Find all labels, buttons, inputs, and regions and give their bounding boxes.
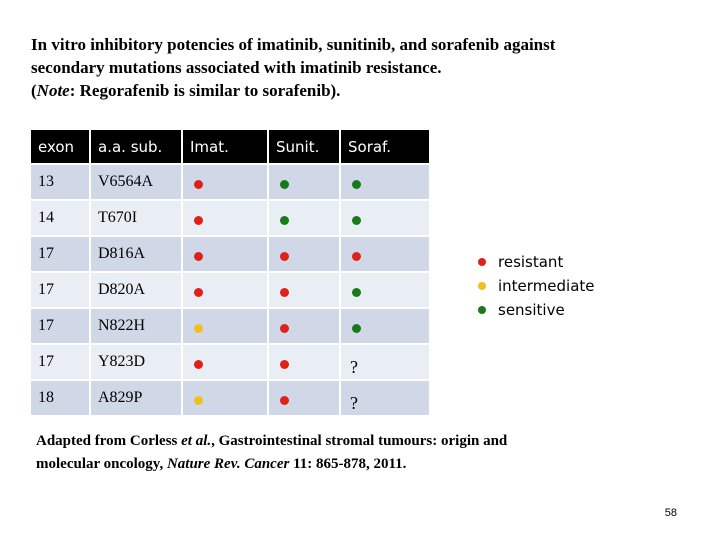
mutation-potency-table [31,130,429,415]
caption-text: 11: 865-878, 2011. [289,456,407,472]
imat-potency-cell [183,199,269,235]
legend-item-resistant [478,250,595,274]
exon-cell: 14 [31,199,91,235]
soraf-potency-cell [341,379,429,415]
header-imatinib: Imat. [183,130,269,163]
resistant-dot-icon [194,252,203,261]
caption-text: , Gastrointestinal stromal tumours: origin and [211,433,508,449]
title-paren: ( [31,81,37,100]
resistant-dot-icon [194,288,203,297]
source-caption [36,430,676,476]
sensitive-dot-icon [280,180,289,189]
resistant-dot-icon [280,288,289,297]
header-aa-sub: a.a. sub. [91,130,183,163]
table-row [31,379,429,415]
title-note-text: : Regorafenib is similar to sorafenib). [69,81,341,100]
legend [478,250,595,322]
soraf-potency-cell [341,235,429,271]
header-sorafenib: Soraf. [341,130,429,163]
legend-label: sensitive [498,301,565,319]
substitution-cell: D816A [91,235,183,271]
table-row [31,163,429,199]
sunit-potency-cell [269,271,341,307]
imat-potency-cell [183,379,269,415]
sensitive-dot-icon [352,180,361,189]
resistant-dot-icon [194,360,203,369]
table-row [31,307,429,343]
caption-journal: Nature Rev. Cancer [166,456,290,472]
exon-cell: 13 [31,163,91,199]
intermediate-dot-icon [194,396,203,405]
legend-item-sensitive [478,298,595,322]
table-row [31,343,429,379]
caption-italic: et al. [181,433,212,449]
resistant-dot-icon [280,252,289,261]
imat-potency-cell [183,343,269,379]
substitution-cell: N822H [91,307,183,343]
soraf-potency-cell [341,271,429,307]
caption-text: Adapted from Corless [36,433,182,449]
legend-dot-icon [478,306,486,314]
imat-potency-cell [183,235,269,271]
soraf-potency-cell [341,199,429,235]
legend-dot-icon [478,258,486,266]
legend-label: resistant [498,253,564,271]
resistant-dot-icon [352,252,361,261]
imat-potency-cell [183,271,269,307]
intermediate-dot-icon [194,324,203,333]
exon-cell: 17 [31,343,91,379]
unknown-mark: ? [350,392,358,413]
exon-cell: 17 [31,271,91,307]
page-number: 58 [664,507,677,519]
sensitive-dot-icon [352,288,361,297]
title-note-label: Note [36,81,70,100]
slide-title [31,33,691,102]
table-row [31,271,429,307]
legend-item-intermediate [478,274,595,298]
sunit-potency-cell [269,199,341,235]
table-header-row [31,130,429,163]
sensitive-dot-icon [280,216,289,225]
substitution-cell: A829P [91,379,183,415]
unknown-mark: ? [350,356,358,377]
table-row [31,235,429,271]
title-line-2: secondary mutations associated with imatinib resistance. [31,58,442,77]
caption-text: molecular oncology, [36,456,167,472]
substitution-cell: T670I [91,199,183,235]
sunit-potency-cell [269,343,341,379]
caption-line-2 [36,453,676,476]
sunit-potency-cell [269,163,341,199]
resistant-dot-icon [194,180,203,189]
header-sunitinib: Sunit. [269,130,341,163]
exon-cell: 18 [31,379,91,415]
sensitive-dot-icon [352,216,361,225]
soraf-potency-cell [341,307,429,343]
sunit-potency-cell [269,379,341,415]
resistant-dot-icon [280,324,289,333]
imat-potency-cell [183,307,269,343]
exon-cell: 17 [31,235,91,271]
sensitive-dot-icon [352,324,361,333]
soraf-potency-cell [341,343,429,379]
legend-dot-icon [478,282,486,290]
substitution-cell: V6564A [91,163,183,199]
header-exon: exon [31,130,91,163]
resistant-dot-icon [194,216,203,225]
substitution-cell: Y823D [91,343,183,379]
resistant-dot-icon [280,396,289,405]
sunit-potency-cell [269,307,341,343]
imat-potency-cell [183,163,269,199]
table-row [31,199,429,235]
soraf-potency-cell [341,163,429,199]
resistant-dot-icon [280,360,289,369]
substitution-cell: D820A [91,271,183,307]
caption-line-1 [36,430,676,453]
legend-label: intermediate [498,277,595,295]
sunit-potency-cell [269,235,341,271]
title-line-1: In vitro inhibitory potencies of imatinib, sunitinib, and sorafenib against [31,35,556,54]
exon-cell: 17 [31,307,91,343]
title-line-3 [31,79,691,102]
